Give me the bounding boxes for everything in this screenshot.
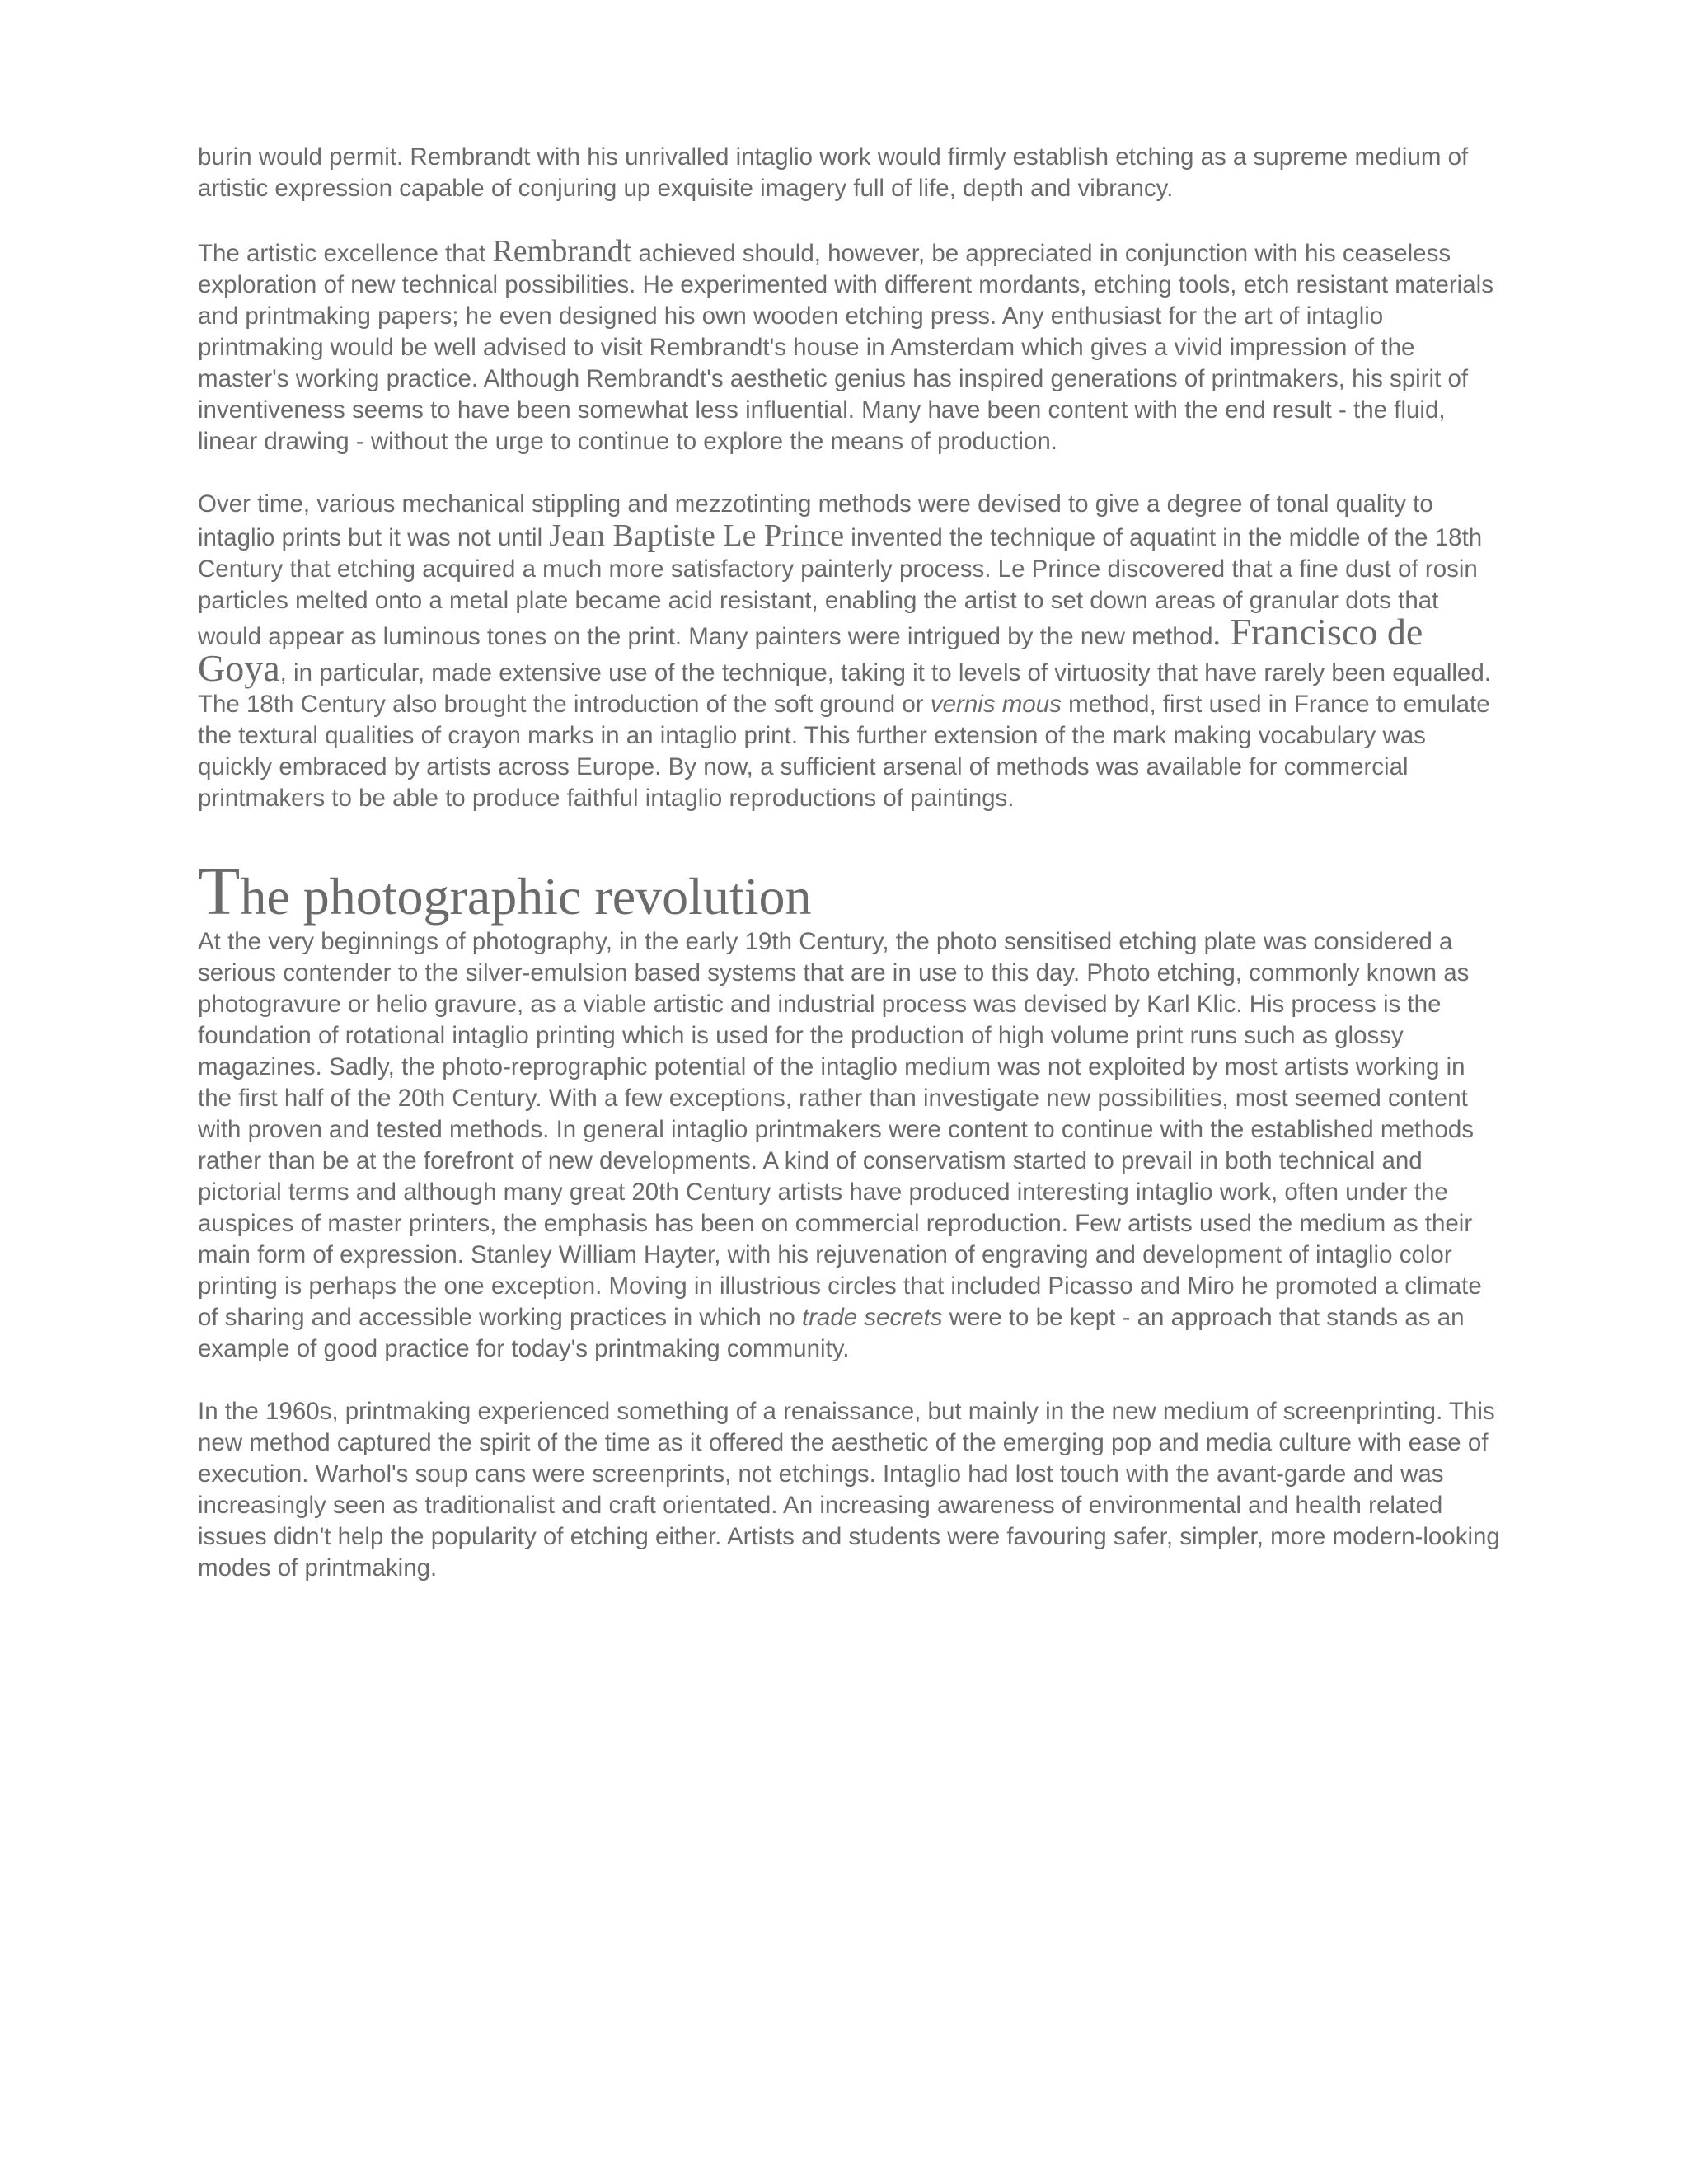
paragraph-text: , in particular, made extensive use of the technique, taking it to levels of virtuosity that have rarely been equalled. The 18th Century also brought the introduction of the soft ground or: [198, 659, 1491, 718]
paragraph-text: In the 1960s, printmaking experienced something of a renaissance, but mainly in the new medium of screenprinting. This new method captured the spirit of the time as it offered the aesthetic of the emerging pop and media culture with ease of execution. Warhol's soup cans were screenprints, not etchings. Intaglio had lost touch with the avant-garde and was increasingly seen as traditionalist and craft orientated. An increasing awareness of environmental and health related issues didn't help the popularity of etching either. Artists and students were favouring safer, simpler, more modern-looking modes of printmaking.: [198, 1398, 1500, 1582]
heading-text: he photographic revolution: [240, 867, 812, 926]
heading-initial: T: [198, 853, 241, 930]
section-heading: [198, 853, 1500, 930]
paragraph-text: invented the technique of aquatint in the middle of the 18th Century that etching acquired a much more satisfactory painterly process. Le Prince discovered that a fine dust of rosin particles melted onto a metal plate became acid resistant, enabling the artist to set down areas of granular dots that would appear as luminous tones on the print. Many painters were intrigued by the new method: [198, 524, 1483, 650]
name-rembrandt: Rembrandt: [492, 234, 632, 269]
paragraph-text: At the very beginnings of photography, in the early 19th Century, the photo sensitised etching plate was considered a serious contender to the silver-emulsion based systems that are in use to this day. Photo etching, commonly known as photogravure or helio gravure, as a viable artistic and industrial process was devised by Karl Klic. His process is the foundation of rotational intaglio printing which is used for the production of high volume print runs such as glossy magazines. Sadly, the photo-reprographic potential of the intaglio medium was not exploited by most artists working in the first half of the 20th Century. With a few exceptions, rather than investigate new possibilities, most seemed content with proven and tested methods. In general intaglio printmakers were content to continue with the established methods rather than be at the forefront of new developments. A kind of conservatism started to prevail in both technical and pictorial terms and although many great 20th Century artists have produced interesting intaglio work, often under the auspices of master printers, the emphasis has been on commercial reproduction. Few artists used the medium as their main form of expression. Stanley William Hayter, with his rejuvenation of engraving and development of intaglio color printing is perhaps the one exception. Moving in illustrious circles that included Picasso and Miro he promoted a climate of sharing and accessible working practices in which no: [198, 928, 1482, 1331]
italic-term: vernis mous: [930, 691, 1062, 718]
paragraph-text: burin would permit. Rembrandt with his unrivalled intaglio work would firmly establish etching as a supreme medium of artistic expression capable of conjuring up exquisite imagery full of life, depth and vibrancy.: [198, 143, 1469, 202]
name-le-prince: Jean Baptiste Le Prince: [549, 518, 845, 553]
name-goya: Francisco de Goya: [198, 611, 1423, 689]
paragraph-aquatint: [198, 489, 1500, 814]
paragraph-rembrandt-excellence: [198, 236, 1500, 457]
paragraph-rembrandt-intro: [198, 142, 1500, 204]
paragraph-text: The artistic excellence that: [198, 240, 493, 267]
paragraph-photogravure: [198, 926, 1500, 1365]
paragraph-text: were to be kept - an approach that stands as an example of good practice for today's printmaking community.: [198, 1304, 1465, 1362]
paragraph-1960s: [198, 1396, 1500, 1584]
paragraph-text: achieved should, however, be appreciated in conjunction with his ceaseless exploration of new technical possibilities. He experimented with different mordants, etching tools, etch resistant materials and printmaking papers; he even designed his own wooden etching press. Any enthusiast for the art of intaglio printmaking would be well advised to visit Rembrandt's house in Amsterdam which gives a vivid impression of the master's working practice. Although Rembrandt's aesthetic genius has inspired generations of printmakers, his spirit of inventiveness seems to have been somewhat less influential. Many have been content with the end result - the fluid, linear drawing - without the urge to continue to explore the means of production.: [198, 240, 1493, 455]
paragraph-text: method, first used in France to emulate the textural qualities of crayon marks in an intaglio print. This further extension of the mark making vocabulary was quickly embraced by artists across Europe. By now, a sufficient arsenal of methods was available for commercial printmakers to be able to produce faithful intaglio reproductions of paintings.: [198, 691, 1490, 812]
period-mark: .: [1212, 617, 1221, 652]
paragraph-text: Over time, various mechanical stippling and mezzotinting methods were devised to give a degree of tonal quality to intaglio prints but it was not until: [198, 490, 1433, 551]
document-page: [198, 142, 1500, 1584]
italic-term: trade secrets: [801, 1304, 943, 1331]
